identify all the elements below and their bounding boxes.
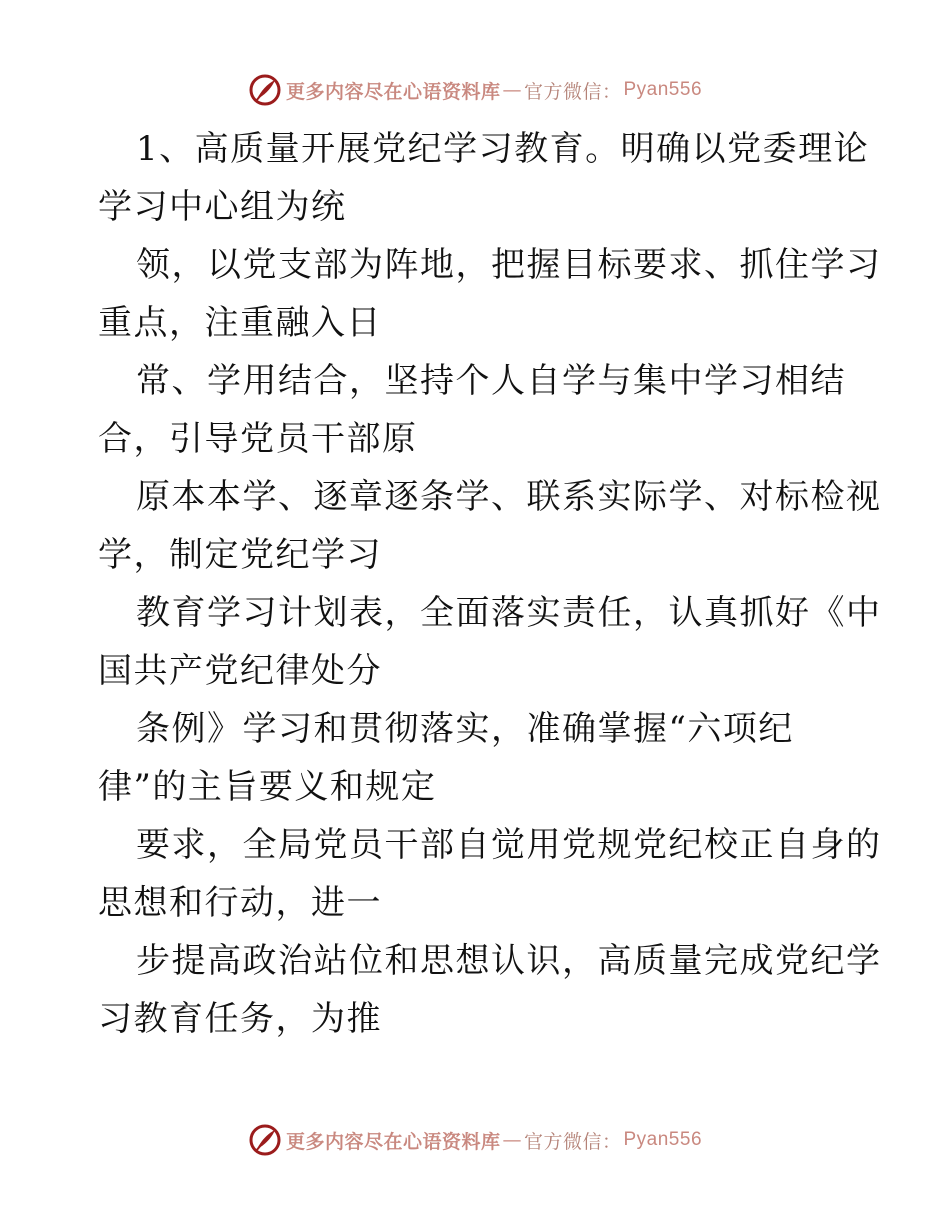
watermark-text: 更多内容尽在心语资料库 [285, 80, 501, 103]
text-line: 常、学用结合，坚持个人自学与集中学习相结 [136, 361, 846, 401]
watermark-wechat-id: Pyan556 [623, 1129, 703, 1150]
watermark-dash: — [502, 79, 522, 101]
document-body [98, 120, 898, 1048]
text-line: 教育学习计划表，全面落实责任，认真抓好《中 [136, 593, 882, 633]
text-line: 思想和行动，进一 [98, 883, 382, 923]
text-line: 国共产党纪律处分 [98, 651, 382, 691]
text-line: 步提高政治站位和思想认识，高质量完成党纪学 [136, 941, 882, 981]
watermark-wechat-id: Pyan556 [623, 79, 703, 100]
text-line: 律”的主旨要义和规定 [98, 767, 437, 807]
watermark-text: 更多内容尽在心语资料库 [285, 1130, 501, 1153]
text-line: 条例》学习和贯彻落实，准确掌握“六项纪 [136, 709, 794, 749]
watermark-wechat-label: 官方微信： [523, 80, 622, 103]
feather-pen-logo-icon [248, 1123, 282, 1157]
header-watermark [0, 70, 950, 110]
text-line: 重点，注重融入日 [98, 303, 382, 343]
text-line: 学，制定党纪学习 [98, 535, 382, 575]
text-line: 原本本学、逐章逐条学、联系实际学、对标检视 [136, 477, 882, 517]
text-line: 1、高质量开展党纪学习教育。明确以党委理论 [136, 129, 870, 169]
text-line: 学习中心组为统 [98, 187, 347, 227]
text-line: 领，以党支部为阵地，把握目标要求、抓住学习 [136, 245, 882, 285]
feather-pen-logo-icon [248, 73, 282, 107]
footer-watermark [0, 1120, 950, 1160]
text-line: 要求，全局党员干部自觉用党规党纪校正自身的 [136, 825, 882, 865]
text-line: 习教育任务，为推 [98, 999, 382, 1039]
watermark-wechat-label: 官方微信： [523, 1130, 622, 1153]
text-line: 合，引导党员干部原 [98, 419, 418, 459]
watermark-dash: — [502, 1129, 522, 1151]
